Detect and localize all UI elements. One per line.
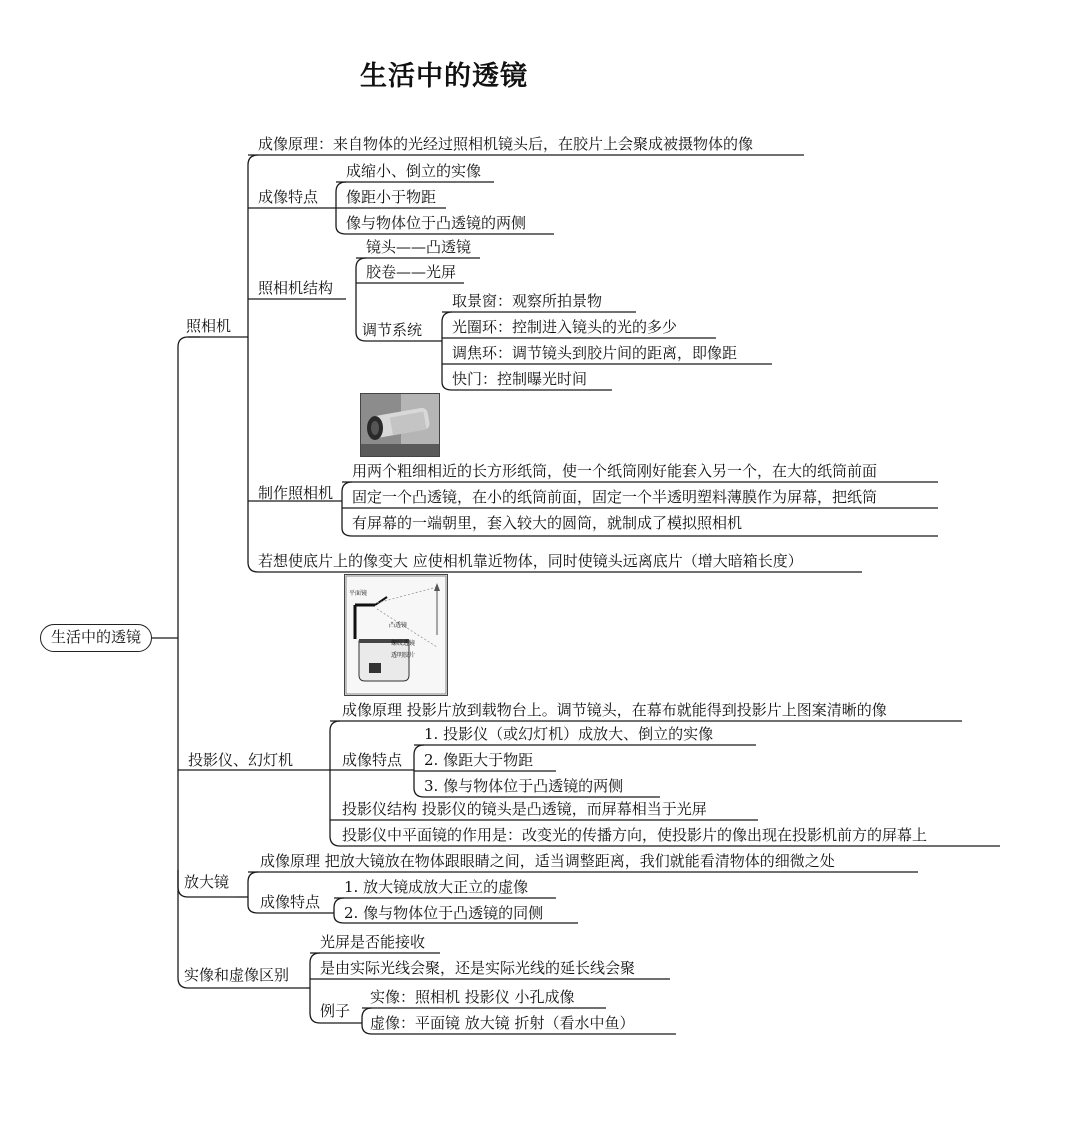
- projector-mirror: 投影仪中平面镜的作用是：改变光的传播方向，使投影片的像出现在投影机前方的屏幕上: [342, 826, 928, 844]
- make-camera-line-3: 有屏幕的一端朝里，套入较大的圆筒，就制成了模拟照相机: [352, 514, 743, 532]
- branch-real-virtual: 实像和虚像区别: [184, 966, 290, 984]
- paper-tube-camera-photo: [360, 393, 440, 457]
- camera-structure-1: 镜头——凸透镜: [366, 238, 472, 256]
- example-real: 实像：照相机 投影仪 小孔成像: [370, 988, 575, 1006]
- camera-feature-3: 像与物体位于凸透镜的两侧: [346, 214, 527, 232]
- realvirtual-item-1: 光屏是否能接收: [320, 933, 426, 951]
- make-camera-label: 制作照相机: [258, 484, 334, 502]
- projector-feature-2: 2. 像距大于物距: [424, 751, 534, 769]
- magnifier-principle: 成像原理 把放大镜放在物体跟眼睛之间，适当调整距离，我们就能看清物体的细微之处: [260, 852, 835, 870]
- realvirtual-item-2: 是由实际光线会聚，还是实际光线的延长线会聚: [320, 959, 636, 977]
- make-camera-line-2: 固定一个凸透镜，在小的纸筒前面，固定一个半透明塑料薄膜作为屏幕，把纸筒: [352, 488, 878, 506]
- camera-tip: 若想使底片上的像变大 应使相机靠近物体，同时使镜头远离底片（增大暗箱长度）: [258, 552, 803, 570]
- projector-feature-3: 3. 像与物体位于凸透镜的两侧: [424, 777, 624, 795]
- projector-feature-1: 1. 投影仪（或幻灯机）成放大、倒立的实像: [424, 725, 714, 743]
- example-virtual: 虚像：平面镜 放大镜 折射（看水中鱼）: [370, 1014, 635, 1032]
- camera-structure-2: 胶卷——光屏: [366, 263, 457, 281]
- page-title: 生活中的透镜: [360, 61, 528, 92]
- magnifier-feature-2: 2. 像与物体位于凸透镜的同侧: [344, 904, 544, 922]
- camera-principle: 成像原理：来自物体的光经过照相机镜头后，在胶片上会聚成被摄物体的像: [258, 135, 754, 153]
- branch-projector: 投影仪、幻灯机: [188, 751, 294, 769]
- projector-structure: 投影仪结构 投影仪的镜头是凸透镜，而屏幕相当于光屏: [342, 800, 707, 818]
- camera-feature-1: 成缩小、倒立的实像: [346, 162, 482, 180]
- adjust-item-3: 调焦环：调节镜头到胶片间的距离，即像距: [452, 344, 738, 362]
- make-camera-line-1: 用两个粗细相近的长方形纸筒，使一个纸筒刚好能套入另一个，在大的纸筒前面: [352, 462, 878, 480]
- camera-features-label: 成像特点: [258, 188, 319, 206]
- magnifier-feature-1: 1. 放大镜成放大正立的虚像: [344, 878, 529, 896]
- example-label: 例子: [320, 1002, 351, 1020]
- branch-camera: 照相机: [186, 317, 232, 335]
- adjust-item-1: 取景窗：观察所拍景物: [452, 292, 603, 310]
- branch-magnifier: 放大镜: [184, 873, 230, 891]
- label-fresnel-lens: 螺纹透镜: [391, 640, 416, 647]
- label-convex-lens: 凸透镜: [389, 622, 408, 629]
- root-node: 生活中的透镜: [40, 624, 152, 652]
- adjust-system-label: 调节系统: [362, 321, 423, 339]
- camera-structure-label: 照相机结构: [258, 279, 334, 297]
- adjust-item-2: 光圈环：控制进入镜头的光的多少: [452, 318, 678, 336]
- projector-diagram: [344, 574, 448, 696]
- projector-features-label: 成像特点: [342, 751, 403, 769]
- adjust-item-4: 快门：控制曝光时间: [452, 370, 588, 388]
- projector-principle: 成像原理 投影片放到载物台上。调节镜头，在幕布就能得到投影片上图案清晰的像: [342, 701, 887, 719]
- label-plane-mirror: 平面镜: [349, 590, 368, 597]
- label-transparency: 透明胶片: [391, 652, 416, 659]
- magnifier-features-label: 成像特点: [260, 893, 321, 911]
- camera-feature-2: 像距小于物距: [346, 188, 437, 206]
